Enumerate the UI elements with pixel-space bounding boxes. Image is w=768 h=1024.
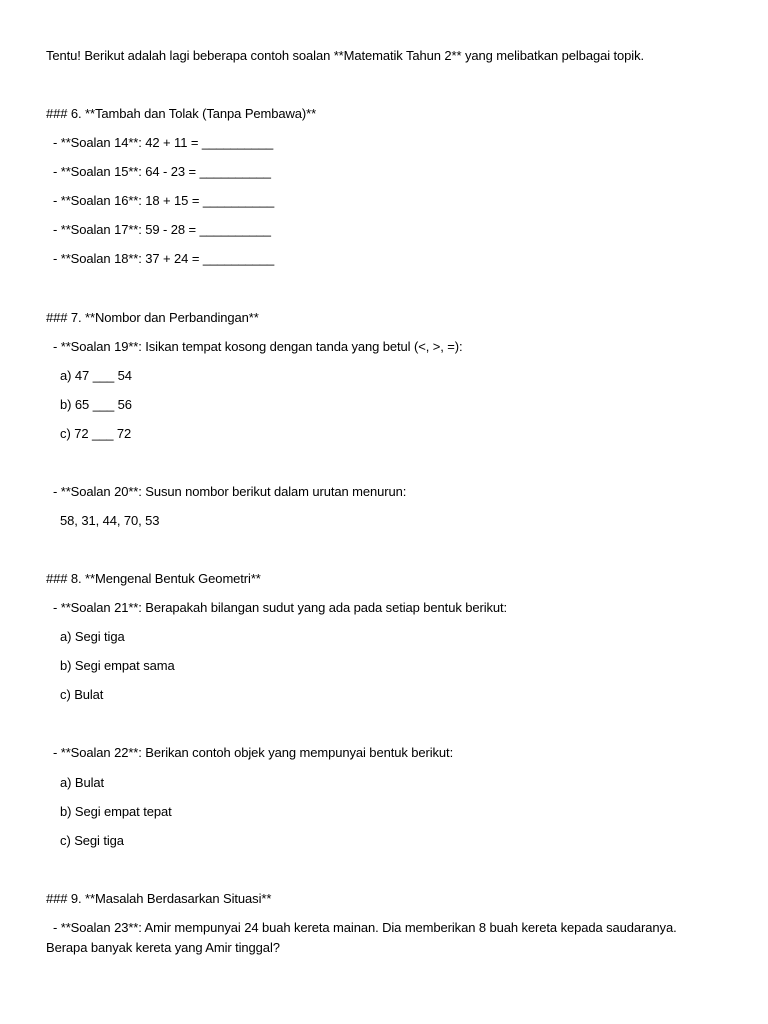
section-9-heading: ### 9. **Masalah Berdasarkan Situasi**: [46, 891, 272, 906]
question-21-option-c: c) Bulat: [46, 687, 104, 702]
intro-text: Tentu! Berikut adalah lagi beberapa contoh soalan **Matematik Tahun 2** yang melibatkan pelbagai topik.: [46, 48, 644, 63]
question-16: - **Soalan 16**: 18 + 15 = __________: [46, 193, 275, 208]
section-7-heading: ### 7. **Nombor dan Perbandingan**: [46, 310, 259, 325]
question-22-option-b: b) Segi empat tepat: [46, 804, 172, 819]
question-20: - **Soalan 20**: Susun nombor berikut dalam urutan menurun:: [46, 484, 407, 499]
question-19-option-b: b) 65 ___ 56: [46, 397, 132, 412]
question-19-option-a: a) 47 ___ 54: [46, 368, 132, 383]
question-22: - **Soalan 22**: Berikan contoh objek yang mempunyai bentuk berikut:: [46, 745, 454, 760]
question-18: - **Soalan 18**: 37 + 24 = __________: [46, 251, 275, 266]
question-21: - **Soalan 21**: Berapakah bilangan sudut yang ada pada setiap bentuk berikut:: [46, 600, 508, 615]
question-19: - **Soalan 19**: Isikan tempat kosong dengan tanda yang betul (<, >, =):: [46, 339, 463, 354]
question-23: - **Soalan 23**: Amir mempunyai 24 buah kereta mainan. Dia memberikan 8 buah kereta kepada saudaranya.: [46, 920, 677, 935]
question-21-option-a: a) Segi tiga: [46, 629, 125, 644]
section-8-heading: ### 8. **Mengenal Bentuk Geometri**: [46, 571, 261, 586]
question-20-numbers: 58, 31, 44, 70, 53: [46, 513, 160, 528]
section-6-heading: ### 6. **Tambah dan Tolak (Tanpa Pembawa)**: [46, 106, 317, 121]
question-15: - **Soalan 15**: 64 - 23 = __________: [46, 164, 271, 179]
question-14: - **Soalan 14**: 42 + 11 = __________: [46, 135, 274, 150]
question-22-option-c: c) Segi tiga: [46, 833, 124, 848]
question-17: - **Soalan 17**: 59 - 28 = __________: [46, 222, 271, 237]
question-21-option-b: b) Segi empat sama: [46, 658, 175, 673]
question-19-option-c: c) 72 ___ 72: [46, 426, 132, 441]
question-22-option-a: a) Bulat: [46, 775, 105, 790]
question-23-continued: Berapa banyak kereta yang Amir tinggal?: [46, 940, 280, 955]
